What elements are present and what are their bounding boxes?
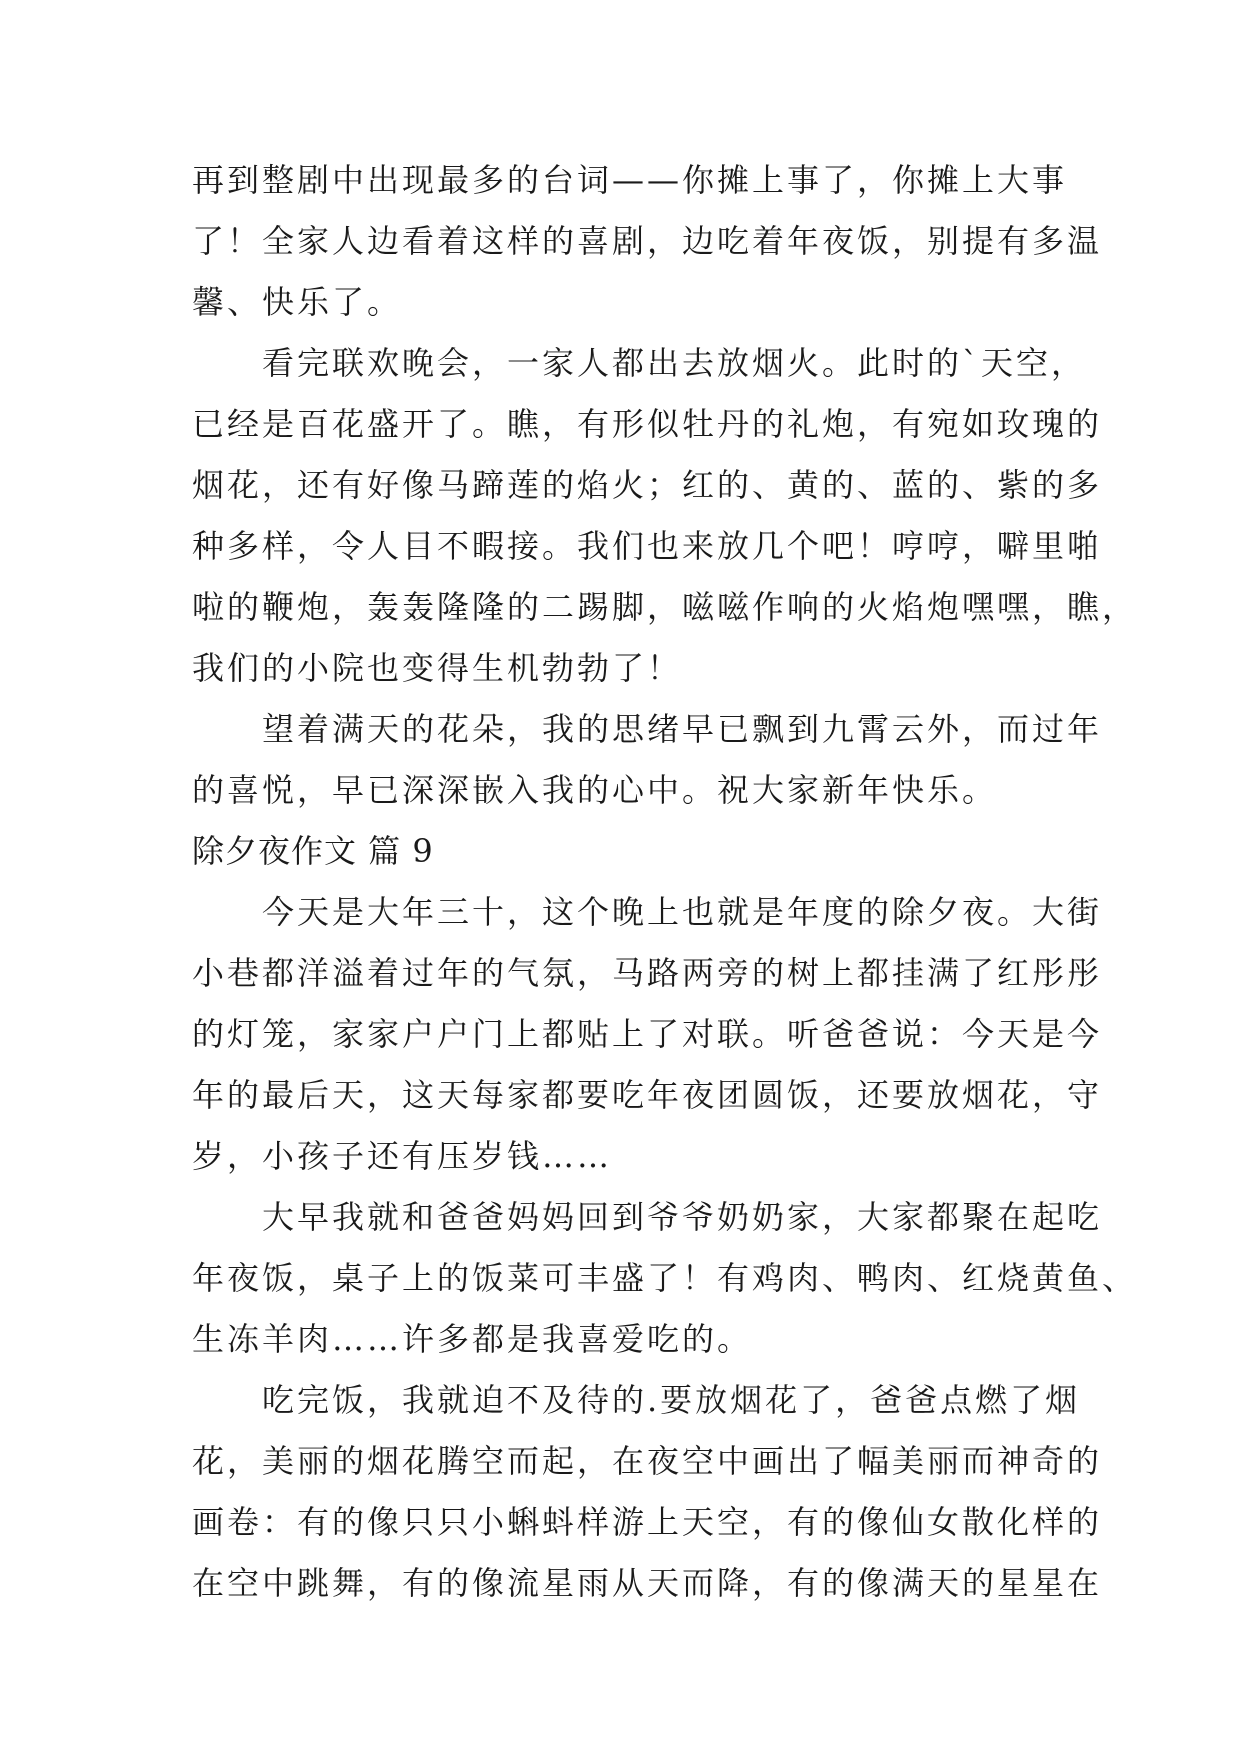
section-after-heading [192, 882, 1138, 1614]
text-line: 在空中跳舞，有的像流星雨从天而降，有的像满天的星星在 [192, 1564, 1103, 1602]
text-line: 的喜悦，早已深深嵌入我的心中。祝大家新年快乐。 [192, 771, 998, 809]
text-line: 岁，小孩子还有压岁钱…… [192, 1137, 613, 1175]
section-heading: 除夕夜作文 篇 9 [192, 832, 434, 870]
text-line: 再到整剧中出现最多的台词——你摊上事了，你摊上大事 [192, 161, 1068, 199]
text-line: 年的最后天，这天每家都要吃年夜团圆饭，还要放烟花，守 [192, 1076, 1103, 1114]
text-line: 花，美丽的烟花腾空而起，在夜空中画出了幅美丽而神奇的 [192, 1442, 1103, 1480]
text-line: 馨、快乐了。 [192, 283, 403, 321]
text-line: 看完联欢晚会，一家人都出去放烟火。此时的`天空， [192, 344, 1087, 382]
text-line: 望着满天的花朵，我的思绪早已飘到九霄云外，而过年 [192, 710, 1103, 748]
text-line: 我们的小院也变得生机勃勃了！ [192, 649, 683, 687]
section-before-heading [192, 150, 1138, 821]
text-line: 画卷：有的像只只小蝌蚪样游上天空，有的像仙女散化样的 [192, 1503, 1103, 1541]
text-line: 今天是大年三十，这个晚上也就是年度的除夕夜。大街 [192, 893, 1103, 931]
text-line: 吃完饭，我就迫不及待的.要放烟花了，爸爸点燃了烟 [192, 1381, 1081, 1419]
text-line: 种多样，令人目不暇接。我们也来放几个吧！哼哼，噼里啪 [192, 527, 1103, 565]
text-line: 年夜饭，桌子上的饭菜可丰盛了！有鸡肉、鸭肉、红烧黄鱼、 [192, 1259, 1138, 1297]
text-line: 小巷都洋溢着过年的气氛，马路两旁的树上都挂满了红彤彤 [192, 954, 1103, 992]
text-line: 已经是百花盛开了。瞧，有形似牡丹的礼炮，有宛如玫瑰的 [192, 405, 1103, 443]
text-line: 啦的鞭炮，轰轰隆隆的二踢脚，嗞嗞作响的火焰炮嘿嘿，瞧， [192, 588, 1138, 626]
document-body [192, 150, 1138, 1614]
text-line: 大早我就和爸爸妈妈回到爷爷奶奶家，大家都聚在起吃 [192, 1198, 1103, 1236]
text-line: 生冻羊肉……许多都是我喜爱吃的。 [192, 1320, 753, 1358]
text-line: 了！全家人边看着这样的喜剧，边吃着年夜饭，别提有多温 [192, 222, 1103, 260]
text-line: 的灯笼，家家户户门上都贴上了对联。听爸爸说：今天是今 [192, 1015, 1103, 1053]
text-line: 烟花，还有好像马蹄莲的焰火；红的、黄的、蓝的、紫的多 [192, 466, 1103, 504]
